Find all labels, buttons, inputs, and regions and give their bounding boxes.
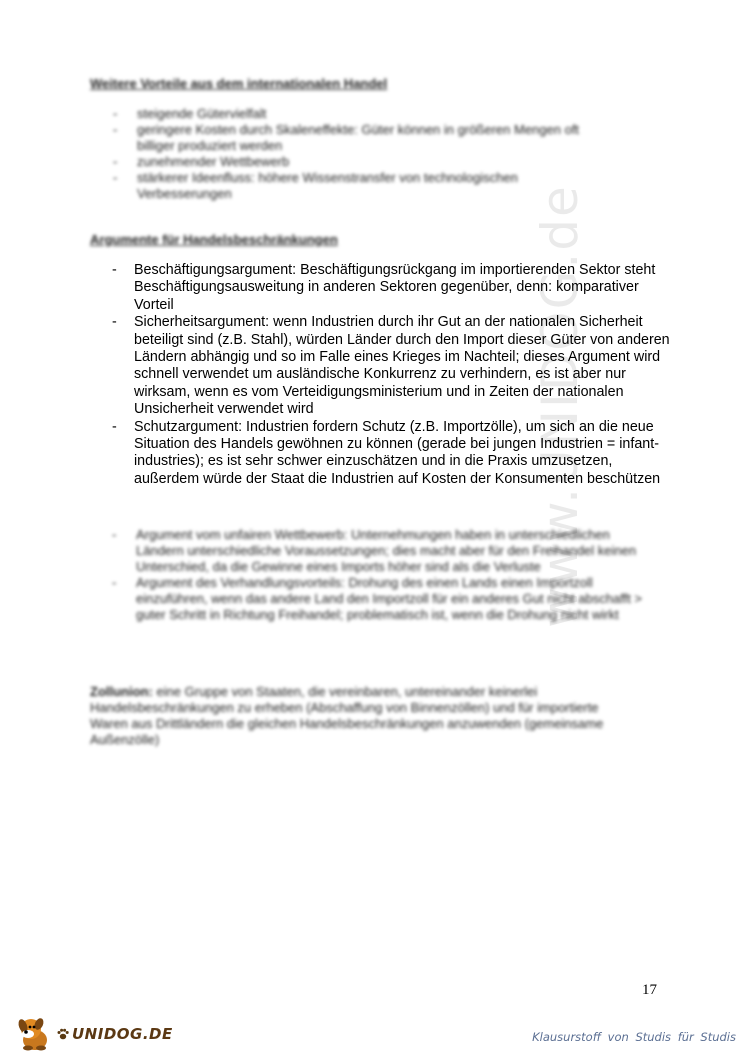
list-item: - Beschäftigungsargument: Beschäftigungsrückgang im importierenden Sektor steht Beschäftigungsausweitung in anderen Sektoren gegenüber, denn: komparativer Vorteil — [112, 262, 656, 313]
list-item: - zunehmender Wettbewerb — [113, 154, 290, 169]
definition-paragraph — [90, 684, 620, 748]
list-item: - Argument des Verhandlungsvorteils: Drohung des einen Lands einen Importzoll einzuführen, wenn das andere Land den Importzoll für ein anderes Gut nicht abschafft > guter Schritt in Richtung Freihandel; problematisch ist, wenn die Drohung nicht wirkt — [112, 575, 643, 622]
list-item: - Sicherheitsargument: wenn Industrien durch ihr Gut an der nationalen Sicherheit beteiligt sind (z.B. Stahl), würden Länder durch den Import dieser Güter von anderen Ländern abhängig und so im Falle eines Krieges im Nachteil; dieses Argument wird schnell verwendet um ausländische Konkurrenz zu verhindern, es ist aber nur wirksam, wenn es vom Verteidigungsministerium und in Zeiten der nationalen Unsicherheit verwendet wird — [112, 314, 670, 418]
footer-logo — [14, 1014, 173, 1054]
definition-term: Zollunion: — [90, 684, 153, 699]
list-item: - Schutzargument: Industrien fordern Schutz (z.B. Importzölle), um sich an die neue Situation des Handels gewöhnen zu können (gerade bei jungen Industrien = infant-industries); es ist sehr schwer einzuschätzen und in die Praxis umzusetzen, außerdem würde der Staat die Industrien auf Kosten der Konsumenten beschützen — [112, 418, 661, 487]
footer-slogan: Klausurstoff von Studis für Studis — [532, 1030, 736, 1044]
advantages-list — [113, 106, 613, 202]
list-item: - stärkerer Ideenfluss: höhere Wissenstransfer von technologischen Verbesserungen — [113, 170, 518, 201]
restrictions-list-continued — [112, 527, 642, 623]
definition-text: eine Gruppe von Staaten, die vereinbaren, untereinander keinerlei Handelsbeschränkungen zu erheben (Abschaffung von Binnenzöllen) und für importierte Waren aus Drittländern die gleichen Handelsbeschränkungen anzuwenden (gemeinsame Außenzölle) — [90, 684, 604, 747]
dog-mascot-icon — [14, 1014, 54, 1054]
list-item: - steigende Gütervielfalt — [113, 106, 267, 121]
logo-text: UNIDOG.DE — [72, 1025, 173, 1043]
list-item: - Argument vom unfairen Wettbewerb: Unternehmungen haben in unterschiedlichen Ländern unterschiedliche Voraussetzungen; dies macht aber für den Freihandel keinen Unterschied, da die Gewinne eines Imports höher sind als die Verluste — [112, 527, 637, 574]
watermark-text: www.UNIDOG.de — [531, 184, 589, 628]
section-heading-restrictions: Argumente für Handelsbeschränkungen — [90, 232, 338, 247]
list-item: - geringere Kosten durch Skaleneffekte: Güter können in größeren Mengen oft billiger produziert werden — [113, 122, 580, 153]
page-number: 17 — [642, 982, 657, 998]
paw-print-icon — [56, 1027, 70, 1041]
restrictions-list — [112, 262, 672, 488]
section-heading-advantages: Weitere Vorteile aus dem internationalen Handel — [90, 76, 388, 91]
